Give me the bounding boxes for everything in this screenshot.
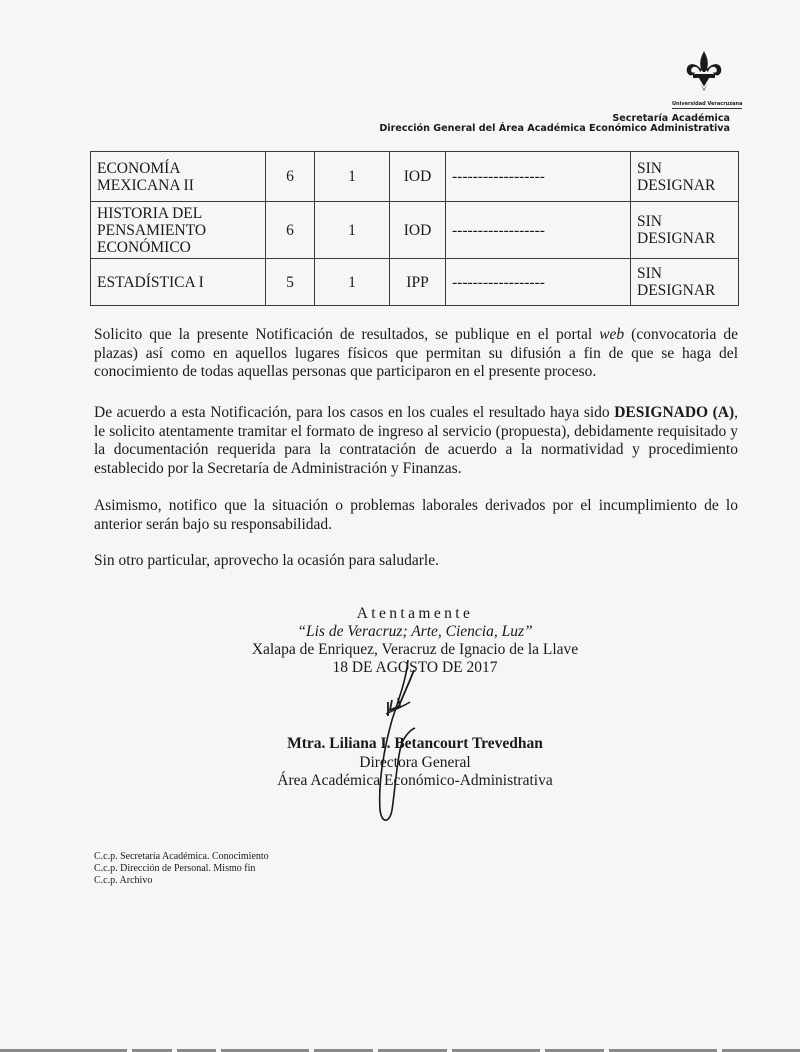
table-row bbox=[91, 152, 739, 202]
cell-col2: 1 bbox=[315, 152, 390, 202]
table-row bbox=[91, 259, 739, 306]
letterhead-line-2: Dirección General del Área Académica Económico Administrativa bbox=[379, 123, 730, 134]
cc-item: C.c.p. Secretaría Académica. Conocimiento bbox=[94, 851, 269, 862]
logo-caption: Universidad Veracruzana bbox=[672, 101, 743, 107]
signer-title: Directora General bbox=[359, 753, 471, 771]
cell-col1: 5 bbox=[266, 259, 315, 306]
cell-result: SIN DESIGNAR bbox=[631, 152, 739, 202]
cell-result: SIN DESIGNAR bbox=[631, 202, 739, 259]
salutation: Atentamente bbox=[356, 605, 474, 622]
p4-text: Sin otro particular, aprovecho la ocasión para saludarle. bbox=[94, 552, 439, 569]
letterhead-line-1: Secretaría Académica bbox=[612, 113, 730, 124]
signer-block bbox=[200, 735, 630, 791]
carbon-copy-list bbox=[94, 851, 269, 887]
cell-col2: 1 bbox=[315, 259, 390, 306]
cell-col3: IOD bbox=[390, 152, 446, 202]
p2-text-a: De acuerdo a esta Notificación, para los casos en los cuales el resultado haya sido bbox=[94, 404, 615, 421]
scan-edge-strip bbox=[0, 1048, 800, 1052]
motto: “Lis de Veracruz; Arte, Ciencia, Luz” bbox=[297, 623, 533, 640]
fleur-de-lis-icon bbox=[684, 50, 724, 92]
p1-text-b: (convocatoria de plazas) así como en aquellos lugares físicos que permitan su difusión a fin de que se haga del conocimiento de todas aquellas personas que participaron en el presente proceso. bbox=[94, 326, 738, 380]
p2-designado-bold: DESIGNADO (A) bbox=[614, 404, 735, 421]
place: Xalapa de Enriquez, Veracruz de Ignacio de la Llave bbox=[251, 641, 579, 658]
cell-col4: ------------------ bbox=[446, 259, 631, 306]
cell-subject: ESTADÍSTICA I bbox=[91, 259, 266, 306]
cell-col3: IOD bbox=[390, 202, 446, 259]
cell-col1: 6 bbox=[266, 202, 315, 259]
p1-text-a: Solicito que la presente Notificación de resultados, se publique en el portal bbox=[94, 326, 600, 343]
date: 18 DE AGOSTO DE 2017 bbox=[332, 659, 498, 676]
cell-col1: 6 bbox=[266, 152, 315, 202]
university-logo bbox=[672, 50, 743, 107]
letterhead bbox=[379, 114, 730, 134]
paragraph-designated bbox=[94, 404, 738, 478]
paragraph-publication bbox=[94, 326, 738, 382]
cell-subject: HISTORIA DEL PENSAMIENTO ECONÓMICO bbox=[91, 202, 266, 259]
cc-item: C.c.p. Dirección de Personal. Mismo fin bbox=[94, 863, 256, 874]
cell-col2: 1 bbox=[315, 202, 390, 259]
cell-col4: ------------------ bbox=[446, 202, 631, 259]
results-table bbox=[90, 151, 739, 306]
p2-text-b: , le solicito atentamente tramitar el formato de ingreso al servicio (propuesta), debidamente requisitado y la documentación requerida para la contratación de acuerdo a la normatividad y procedimiento establecido por la Secretaría de Administración y Finanzas. bbox=[94, 404, 738, 477]
paragraph-farewell bbox=[94, 552, 738, 571]
cell-result: SIN DESIGNAR bbox=[631, 259, 739, 306]
p1-web-italic: web bbox=[599, 326, 625, 343]
cc-item: C.c.p. Archivo bbox=[94, 875, 153, 886]
p3-text: Asimismo, notifico que la situación o problemas laborales derivados por el incumplimiento de lo anterior serán bajo su responsabilidad. bbox=[94, 497, 738, 533]
paragraph-responsibility bbox=[94, 497, 738, 534]
cell-subject: ECONOMÍA MEXICANA II bbox=[91, 152, 266, 202]
table-row bbox=[91, 202, 739, 259]
signer-area: Área Académica Económico-Administrativa bbox=[277, 772, 553, 789]
signer-name: Mtra. Liliana I. Betancourt Trevedhan bbox=[287, 735, 543, 752]
cell-col3: IPP bbox=[390, 259, 446, 306]
cell-col4: ------------------ bbox=[446, 152, 631, 202]
